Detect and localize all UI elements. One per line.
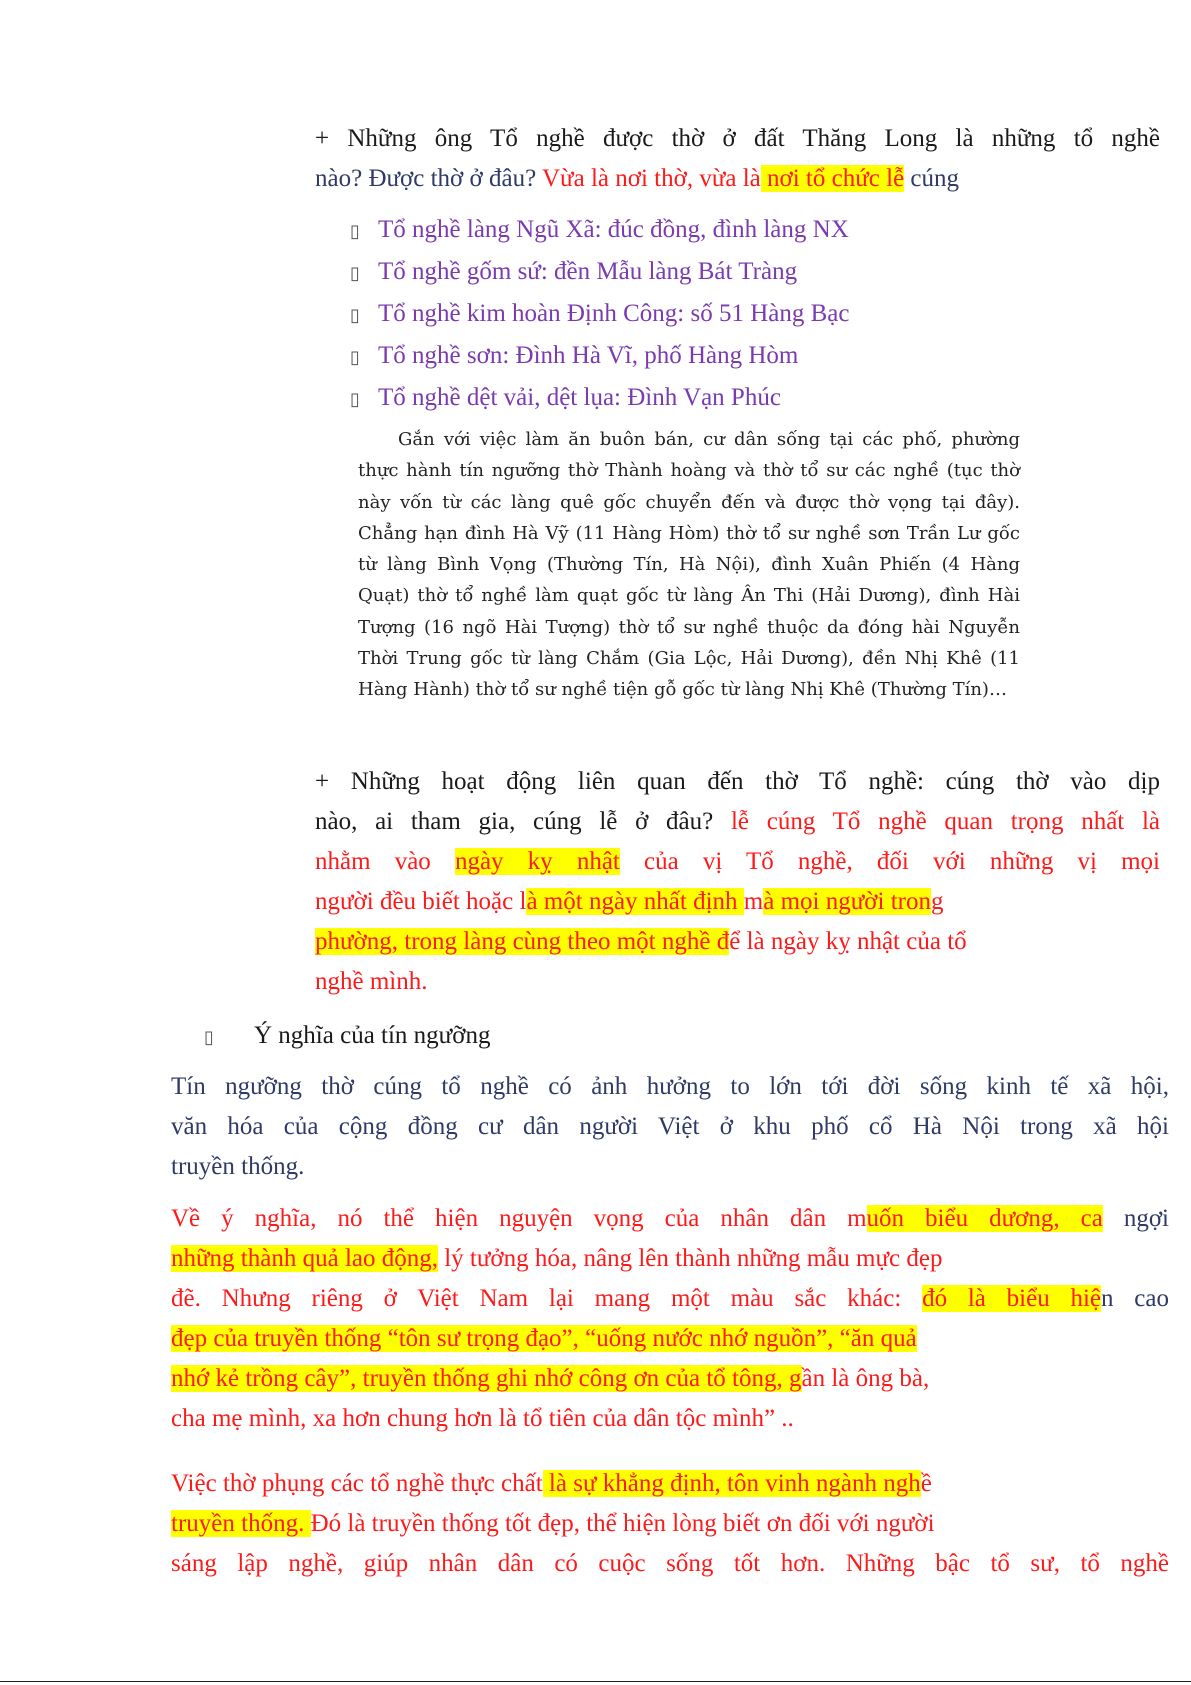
highlight: phường, trong làng cùng theo một nghề đ <box>315 928 730 955</box>
q2-line-1: + Những hoạt động liên quan đến thờ Tổ nghề: cúng thờ vào dịp <box>315 768 1160 795</box>
q2-line-5: phường, trong làng cùng theo một nghề để là ngày kỵ nhật của tổ <box>315 928 967 955</box>
p3-line-3: sáng lập nghề, giúp nhân dân có cuộc sống tốt hơn. Những bậc tổ sư, tổ nghề <box>171 1550 1169 1577</box>
list-item: ▯ Tổ nghề dệt vải, dệt lụa: Đình Vạn Phúc <box>350 378 849 420</box>
p2-line-1: Về ý nghĩa, nó thể hiện nguyện vọng của nhân dân muốn biểu dương, ca ngợi <box>171 1205 1170 1232</box>
p2-line-6: cha mẹ mình, xa hơn chung hơn là tổ tiên của dân tộc mình” .. <box>171 1405 794 1432</box>
list-item: ▯ Tổ nghề làng Ngũ Xã: đúc đồng, đình làng NX <box>350 210 849 252</box>
highlight: là sự khẳng định, tôn vinh ngành ngh <box>542 1470 921 1497</box>
craft-ancestor-list <box>350 210 849 420</box>
highlight: à một ngày nhất định <box>526 888 744 915</box>
q2-line-6: nghề mình. <box>315 968 428 995</box>
square-bullet-icon: ▯ <box>350 263 360 284</box>
square-bullet-icon: ▯ <box>350 389 360 410</box>
highlight: đẹp của truyền thống “tôn sư trọng đạo”, “uống nước nhớ nguồn”, “ăn quả <box>171 1325 917 1352</box>
quoted-excerpt: Gắn với việc làm ăn buôn bán, cư dân sống tại các phố, phường thực hành tín ngưỡng thờ Thành hoàng và thờ tổ sư các nghề (tục thờ này vốn từ các làng quê gốc chuyển đến và được thờ vọng tại đây). Chẳng hạn đình Hà Vỹ (11 Hàng Hòm) thờ tổ sư nghề sơn Trần Lư gốc từ làng Bình Vọng (Thường Tín, Hà Nội), đình Xuân Phiến (4 Hàng Quạt) thờ tổ nghề làm quạt gốc từ làng Ân Thi (Hải Dương), đình Hài Tượng (16 ngõ Hài Tượng) thờ tổ sư nghề thuộc da đóng hài Nguyễn Thời Trung gốc từ làng Chắm (Gia Lộc, Hải Dương), đền Nhị Khê (11 Hàng Hành) thờ tổ sư nghề tiện gỗ gốc từ làng Nhị Khê (Thường Tín)… <box>358 429 1020 701</box>
highlight: biểu hiệ <box>985 1285 1102 1312</box>
q2-line-2: nào, ai tham gia, cúng lễ ở đâu? lễ cúng Tổ nghề quan trọng nhất là <box>315 808 1160 835</box>
highlight: uốn biểu dương, ca <box>866 1205 1103 1232</box>
highlight: ngày kỵ nhật <box>454 848 620 875</box>
paragraph-honoring <box>171 1464 1169 1584</box>
highlight: nhớ kẻ trồng cây”, truyền thống ghi nhớ công ơn của tổ tông, <box>171 1365 790 1392</box>
highlight: à mọi người tron <box>763 888 931 915</box>
p1-line-1: Tín ngưỡng thờ cúng tổ nghề có ảnh hưởng to lớn tới đời sống kinh tế xã hội, <box>171 1073 1169 1100</box>
highlight: những thành quả lao động, <box>171 1245 438 1272</box>
page-footer-rule <box>0 1681 1191 1682</box>
list-item: ▯ Tổ nghề sơn: Đình Hà Vĩ, phố Hàng Hòm <box>350 336 849 378</box>
highlight: nơi tổ chức lễ <box>760 165 905 192</box>
p2-line-5: nhớ kẻ trồng cây”, truyền thống ghi nhớ công ơn của tổ tông, gần là ông bà, <box>171 1365 930 1392</box>
q1-line-1: + Những ông Tổ nghề được thờ ở đất Thăng Long là những tổ nghề <box>315 125 1160 152</box>
square-bullet-icon: ▯ <box>204 1027 214 1048</box>
question-worship-activities <box>315 762 1160 1002</box>
p3-line-1: Việc thờ phụng các tổ nghề thực chất là sự khẳng định, tôn vinh ngành nghề <box>171 1470 932 1497</box>
p2-line-4 <box>171 1319 1169 1359</box>
q2-line-4: người đều biết hoặc là một ngày nhất định mà mọi người trong <box>315 888 944 915</box>
section-heading-meaning: ▯ Ý nghĩa của tín ngưỡng <box>204 1016 490 1058</box>
list-item: ▯ Tổ nghề kim hoàn Định Công: số 51 Hàng Bạc <box>350 294 849 336</box>
p2-line-3: đẽ. Nhưng riêng ở Việt Nam lại mang một màu sắc khác: đó là biểu hiện cao <box>171 1285 1169 1312</box>
square-bullet-icon: ▯ <box>350 305 360 326</box>
paragraph-meaning <box>171 1199 1169 1439</box>
square-bullet-icon: ▯ <box>350 221 360 242</box>
p1-line-3: truyền thống. <box>171 1153 305 1180</box>
q1-line-2: nào? Được thờ ở đâu? Vừa là nơi thờ, vừa là nơi tổ chức lễ cúng <box>315 165 960 192</box>
q2-line-3: nhằm vào ngày kỵ nhật của vị Tổ nghề, đối với những vị mọi <box>315 848 1160 875</box>
question-craft-ancestors <box>315 119 1160 199</box>
highlight: đó là <box>922 1285 986 1312</box>
p2-line-2: những thành quả lao động, lý tưởng hóa, nâng lên thành những mẫu mực đẹp <box>171 1245 943 1272</box>
highlight: truyền thống. <box>171 1510 311 1537</box>
paragraph-influence <box>171 1067 1169 1187</box>
square-bullet-icon: ▯ <box>350 347 360 368</box>
p3-line-2: truyền thống. Đó là truyền thống tốt đẹp, thể hiện lòng biết ơn đối với người <box>171 1510 935 1537</box>
highlight: g <box>789 1365 802 1392</box>
list-item: ▯ Tổ nghề gốm sứ: đền Mẫu làng Bát Tràng <box>350 252 849 294</box>
p1-line-2: văn hóa của cộng đồng cư dân người Việt ở khu phố cổ Hà Nội trong xã hội <box>171 1113 1169 1140</box>
